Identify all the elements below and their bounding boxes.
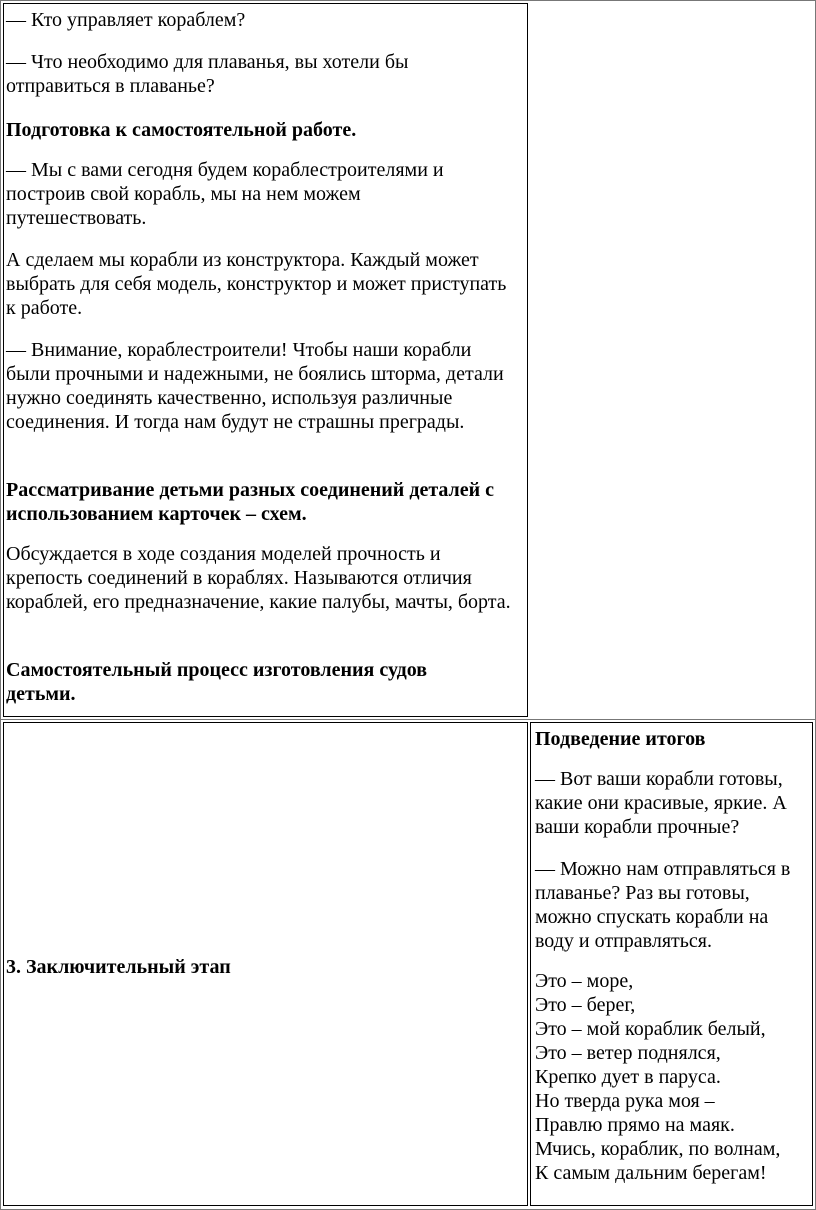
- poem-line: К самым дальним берегам!: [535, 1162, 767, 1184]
- poem-line: Это – ветер поднялся,: [535, 1042, 721, 1064]
- poem-line: Правлю прямо на маяк.: [535, 1114, 735, 1136]
- stage-label: 3. Заключительный этап: [6, 956, 231, 978]
- heading-examining-connections: Рассматривание детьми разных соединений деталей с использованием карточек – схем.: [6, 479, 495, 525]
- paragraph-attention: — Внимание, кораблестроители! Чтобы наши корабли были прочными и надежными, не боялись шторма, детали нужно соединять качественно, используя различные соединения. И тогда нам будут не страшны преграды.: [6, 339, 504, 433]
- poem-line: Это – море,: [535, 970, 634, 992]
- paragraph-discussion: Обсуждается в ходе создания моделей прочность и крепость соединений в кораблях. Называются отличия кораблей, его предназначение, какие палубы, мачты, борта.: [6, 543, 511, 613]
- paragraph-constructor: А сделаем мы корабли из конструктора. Каждый может выбрать для себя модель, конструктор и может приступать к работе.: [6, 249, 507, 319]
- row1-left-cell: [3, 3, 528, 717]
- paragraph-ships-ready: — Вот ваши корабли готовы, какие они красивые, яркие. А ваши корабли прочные?: [535, 768, 787, 838]
- heading-summary: Подведение итогов: [535, 728, 706, 750]
- poem-line: Это – мой кораблик белый,: [535, 1018, 766, 1040]
- paragraph-set-sail: — Можно нам отправляться в плаванье? Раз вы готовы, можно спускать корабли на воду и отправляться.: [535, 858, 791, 952]
- poem-line: Мчись, кораблик, по волнам,: [535, 1138, 781, 1160]
- question-sailing: — Что необходимо для плаванья, вы хотели бы отправиться в плаванье?: [6, 51, 409, 97]
- row2-left-cell: [3, 722, 528, 1206]
- paragraph-shipbuilders: — Мы с вами сегодня будем кораблестроителями и построив свой корабль, мы на нем можем путешествовать.: [6, 159, 444, 229]
- heading-preparation: Подготовка к самостоятельной работе.: [6, 119, 357, 141]
- question-who-steers: — Кто управляет кораблем?: [6, 9, 246, 31]
- heading-independent-process: Самостоятельный процесс изготовления судов детьми.: [6, 659, 428, 705]
- row1-right-cell: [530, 3, 813, 717]
- poem-line: Но тверда рука моя –: [535, 1090, 715, 1112]
- poem-line: Крепко дует в паруса.: [535, 1066, 721, 1088]
- poem-line: Это – берег,: [535, 994, 636, 1016]
- poem: [535, 969, 811, 1185]
- row2-right-cell: [530, 722, 813, 1206]
